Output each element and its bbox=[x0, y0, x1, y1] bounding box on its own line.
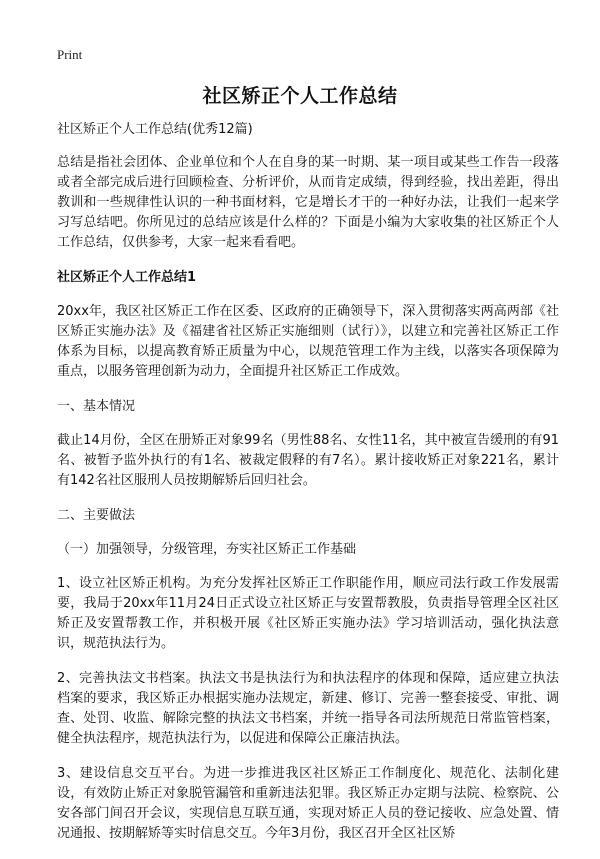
subheading-leadership: （一）加强领导，分级管理，夯实社区矫正工作基础 bbox=[57, 542, 357, 557]
heading-basic-situation: 一、基本情况 bbox=[57, 399, 136, 414]
print-link[interactable]: Print bbox=[57, 47, 83, 62]
basic-situation-paragraph: 截止14月份，全区在册矫正对象99名（男性88名、女性11名，其中被宣告缓刑的有91名、被暂予监外执行的有1名、被裁定假释的有7名）。累计接收矫正对象221名，累计有142名社区服刑人员按期解矫后回归社会。 bbox=[57, 433, 559, 488]
heading-main-practices: 二、主要做法 bbox=[57, 508, 136, 523]
section-heading: 社区矫正个人工作总结1 bbox=[57, 270, 197, 285]
item-2-paragraph: 2、完善执法文书档案。执法文书是执法行为和执法程序的体现和保障，适应建立执法档案的要求，我区矫正办根据实施办法规定，新建、修订、完善一整套接受、审批、调查、处罚、收监、解除完整的执法文书档案，并统一指导各司法所规范日常监管档案，健全执法程序，规范执法行为，以促进和保障公正廉洁执法。 bbox=[57, 671, 559, 746]
article-subtitle: 社区矫正个人工作总结(优秀12篇) bbox=[57, 122, 253, 137]
intro-paragraph: 总结是指社会团体、企业单位和个人在自身的某一时期、某一项目或某些工作告一段落或者全部完成后进行回顾检查、分析评价，从而肯定成绩，得到经验，找出差距，得出教训和一些规律性认识的一种书面材料，它是增长才干的一种好办法，让我们一起来学习写总结吧。你所见过的总结应该是什么样的？下面是小编为大家收集的社区矫正个人工作总结，仅供参考，大家一起来看看吧。 bbox=[57, 155, 559, 250]
section-intro-paragraph: 20xx年，我区社区矫正工作在区委、区政府的正确领导下，深入贯彻落实两高两部《社区矫正实施办法》及《福建省社区矫正实施细则（试行）》，以建立和完善社区矫正工作体系为目标，以提高教育矫正质量为中心，以规范管理工作为主线，以落实各项保障为重点，以服务管理创新为动力，全面提升社区矫正工作成效。 bbox=[57, 304, 559, 379]
item-3-paragraph: 3、建设信息交互平台。为进一步推进我区社区矫正工作制度化、规范化、法制化建设，有效防止矫正对象脱管漏管和重新违法犯罪。我区矫正办定期与法院、检察院、公安各部门间召开会议，实现信息互联互通，实现对矫正人员的登记接收、应急处置、情况通报、按期解矫等实时信息交互。今年3月份，我区召开全区社区矫 bbox=[57, 766, 559, 841]
page-title: 社区矫正个人工作总结 bbox=[202, 85, 398, 107]
item-1-paragraph: 1、设立社区矫正机构。为充分发挥社区矫正工作职能作用，顺应司法行政工作发展需要，我局于20xx年11月24日正式设立社区矫正与安置帮教股，负责指导管理全区社区矫正及安置帮教工作，并积极开展《社区矫正实施办法》学习培训活动，强化执法意识，规范执法行为。 bbox=[57, 576, 559, 651]
article-body bbox=[57, 120, 559, 859]
